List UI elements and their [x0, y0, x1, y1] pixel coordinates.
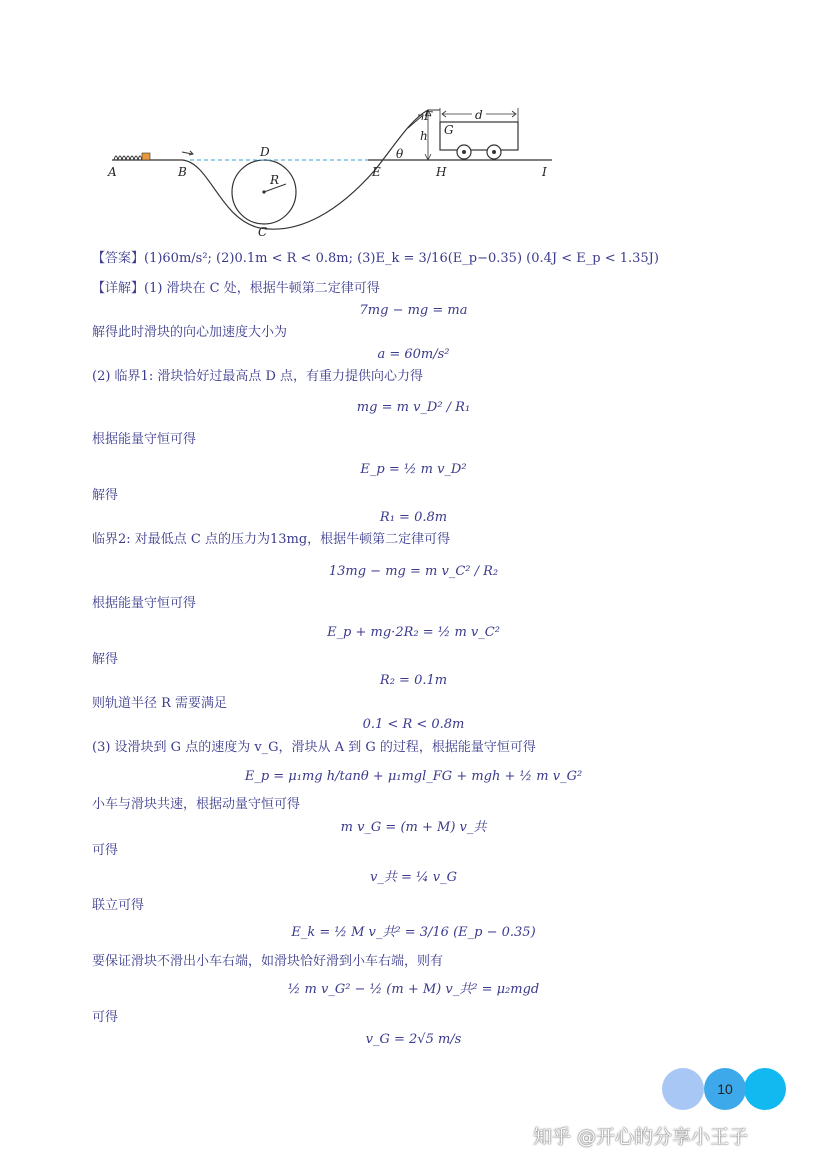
text-line: 要保证滑块不滑出小车右端，如滑块恰好滑到小车右端，则有: [92, 954, 444, 969]
label-G: G: [444, 123, 454, 137]
label-C: C: [258, 225, 268, 239]
label-I: I: [542, 165, 547, 179]
text-line: 可得: [92, 1010, 119, 1025]
label-B: B: [178, 165, 187, 179]
text-line: 则轨道半径 R 需要满足: [92, 696, 228, 711]
equation: v_共 = ¼ v_G: [370, 870, 457, 885]
equation: E_k = ½ M v_共² = 3/16 (E_p − 0.35): [291, 925, 536, 940]
equation: E_p = ½ m v_D²: [360, 462, 467, 477]
equation: 0.1 < R < 0.8m: [362, 717, 465, 732]
answer-line: 【答案】(1)60m/s²; (2)0.1m < R < 0.8m; (3)E_k = 3/16(E_p−0.35) (0.4J < E_p < 1.35J): [92, 251, 659, 266]
label-F: F: [424, 109, 433, 123]
text-line: 小车与滑块共速，根据动量守恒可得: [92, 797, 301, 812]
label-H: H: [436, 165, 447, 179]
equation: R₂ = 0.1m: [379, 673, 448, 688]
physics-diagram: [100, 100, 570, 245]
label-R: R: [270, 173, 280, 187]
detail-line: 【详解】(1) 滑块在 C 处，根据牛顿第二定律可得: [92, 281, 380, 296]
text-line: 可得: [92, 843, 119, 858]
text-line: 临界2: 对最低点 C 点的压力为13mg，根据牛顿第二定律可得: [92, 532, 451, 547]
equation: a = 60m/s²: [377, 347, 450, 362]
equation: E_p = μ₁mg h/tanθ + μ₁mgl_FG + mgh + ½ m v_G²: [244, 769, 583, 784]
page-number-badge: [662, 1068, 786, 1110]
equation: mg = m v_D² / R₁: [356, 400, 471, 415]
text-line: 联立可得: [92, 898, 145, 913]
label-E: E: [372, 165, 381, 179]
equation: E_p + mg·2R₂ = ½ m v_C²: [327, 625, 500, 640]
text-line: 解得此时滑块的向心加速度大小为: [92, 325, 288, 340]
equation: 13mg − mg = m v_C² / R₂: [328, 564, 499, 579]
label-A: A: [108, 165, 117, 179]
label-theta: θ: [396, 147, 404, 161]
text-line: 解得: [92, 652, 119, 667]
badge-circle-right: [744, 1068, 786, 1110]
equation: R₁ = 0.8m: [379, 510, 448, 525]
equation: v_G = 2√5 m/s: [365, 1032, 462, 1047]
text-line: (3) 设滑块到 G 点的速度为 v_G，滑块从 A 到 G 的过程，根据能量守恒可得: [92, 740, 536, 755]
label-D: D: [260, 145, 270, 159]
equation: 7mg − mg = ma: [359, 303, 468, 318]
equation: m v_G = (m + M) v_共: [340, 820, 487, 835]
watermark: 知乎 @开心的分享小王子: [533, 1126, 749, 1148]
text-line: (2) 临界1: 滑块恰好过最高点 D 点，有重力提供向心力得: [92, 369, 424, 384]
equation: ½ m v_G² − ½ (m + M) v_共² = μ₂mgd: [287, 982, 540, 997]
label-h: h: [420, 129, 428, 143]
page-number: 10: [704, 1068, 746, 1110]
text-line: 解得: [92, 488, 119, 503]
text-line: 根据能量守恒可得: [92, 432, 197, 447]
badge-circle-left: [662, 1068, 704, 1110]
text-line: 根据能量守恒可得: [92, 596, 197, 611]
label-d: d: [475, 108, 483, 122]
